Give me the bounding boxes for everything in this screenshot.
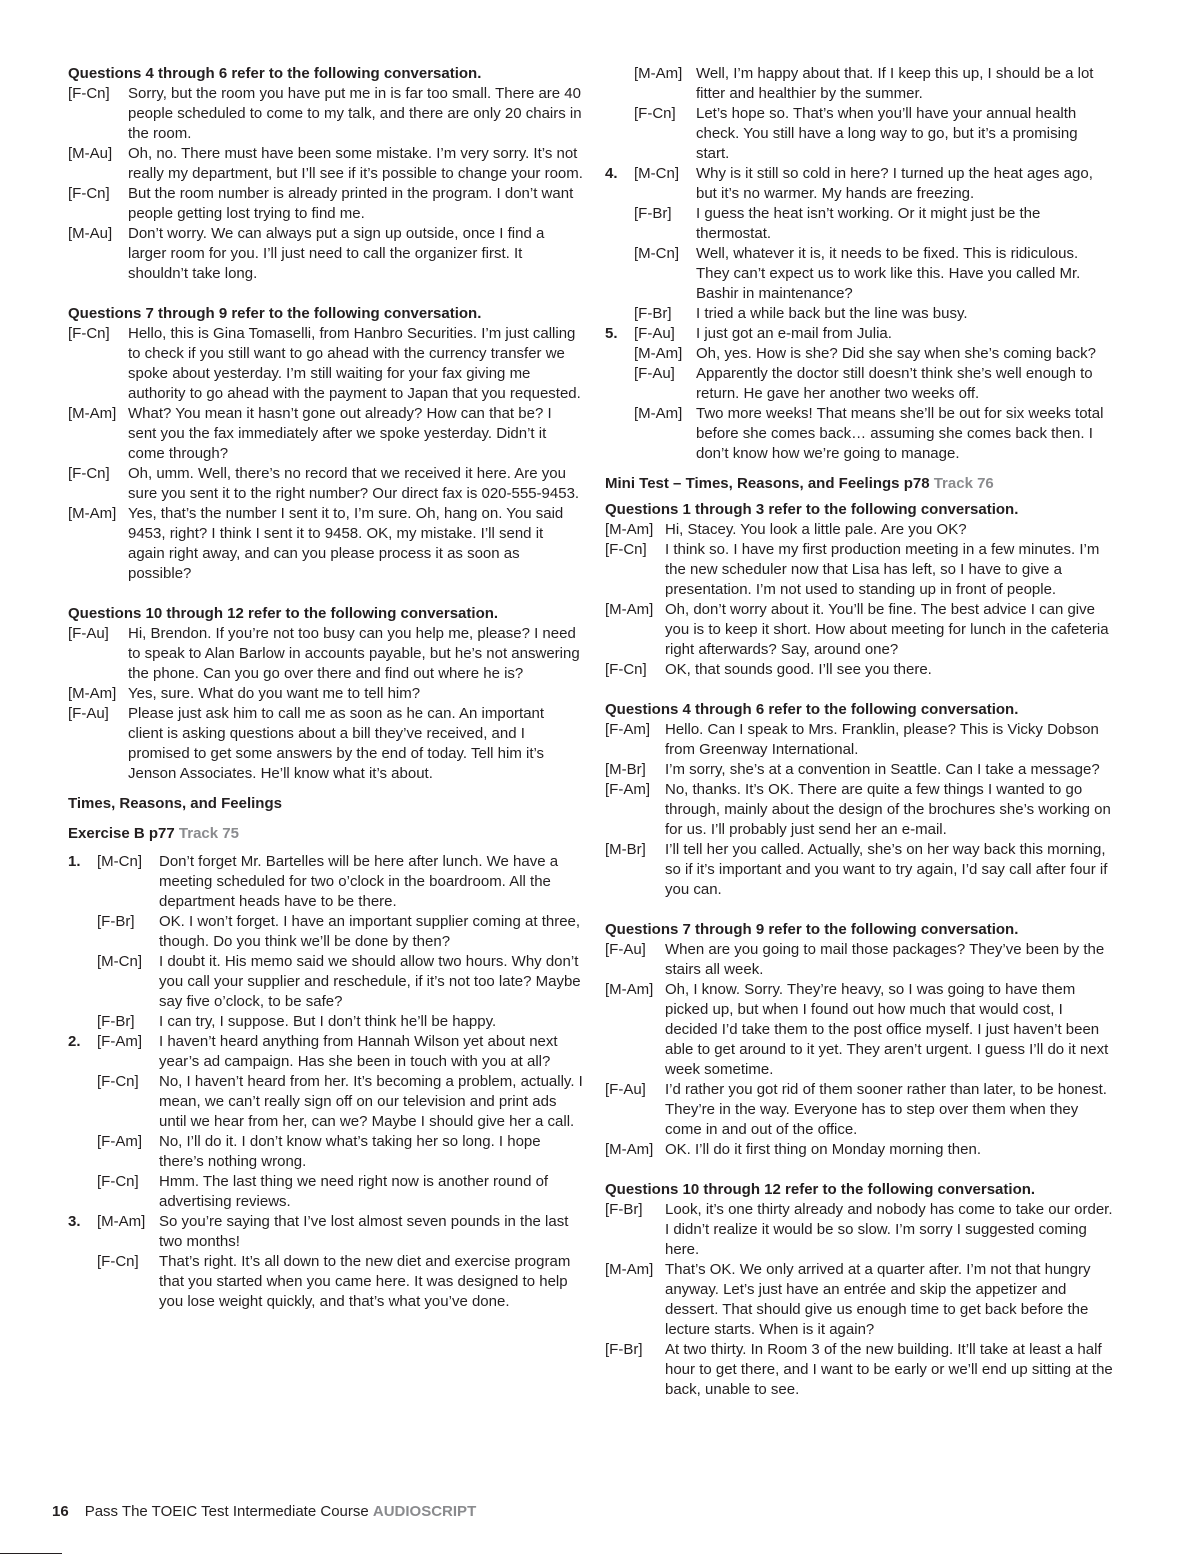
speaker-label: [M-Cn] bbox=[634, 245, 679, 262]
dialogue-text: Apparently the doctor still doesn’t think she’s well enough to return. He gave her another two weeks off. bbox=[696, 365, 1093, 402]
dialogue-line bbox=[68, 504, 583, 584]
dialogue-text: I think so. I have my first production meeting in a few minutes. I’m the new scheduler now that Lisa has left, so I have to give a presentation. I’m not used to standing up in front of people. bbox=[665, 541, 1100, 598]
dialogue-line bbox=[605, 244, 1115, 304]
numbered-item bbox=[68, 1032, 583, 1212]
dialogue-line bbox=[68, 1212, 583, 1252]
conversation-block bbox=[605, 700, 1115, 900]
dialogue-text: Oh, no. There must have been some mistake. I’m very sorry. It’s not really my department, but I’ll see if it’s possible to change your room. bbox=[128, 145, 583, 182]
track-label: Track 75 bbox=[178, 825, 239, 842]
conversation-block bbox=[605, 500, 1115, 680]
dialogue-text: I’m sorry, she’s at a convention in Seattle. Can I take a message? bbox=[665, 761, 1100, 778]
question-heading: Questions 7 through 9 refer to the following conversation. bbox=[68, 305, 482, 322]
dialogue-line bbox=[605, 64, 1115, 104]
dialogue-text: I’d rather you got rid of them sooner rather than later, to be honest. They’re in the way. Everyone has to step over them when they come in and out of the office. bbox=[665, 1081, 1107, 1138]
numbered-item bbox=[68, 852, 583, 1032]
speaker-label: [F-Cn] bbox=[68, 185, 110, 202]
dialogue-line bbox=[605, 980, 1115, 1080]
left-column bbox=[68, 64, 583, 1312]
question-heading: Questions 10 through 12 refer to the following conversation. bbox=[605, 1181, 1036, 1198]
dialogue-line bbox=[68, 1012, 583, 1032]
dialogue-line bbox=[605, 760, 1115, 780]
dialogue-text: Let’s hope so. That’s when you’ll have your annual health check. You still have a long way to go, but it’s a promising start. bbox=[696, 105, 1078, 162]
dialogue-text: But the room number is already printed in the program. I don’t want people getting lost trying to find me. bbox=[128, 185, 574, 222]
speaker-label: [M-Am] bbox=[605, 521, 654, 538]
dialogue-line bbox=[605, 364, 1115, 404]
speaker-label: [F-Cn] bbox=[97, 1073, 139, 1090]
dialogue-line bbox=[68, 684, 583, 704]
speaker-label: [F-Au] bbox=[634, 325, 675, 342]
dialogue-text: I can try, I suppose. But I don’t think he’ll be happy. bbox=[159, 1013, 497, 1030]
dialogue-line bbox=[68, 404, 583, 464]
speaker-label: [F-Au] bbox=[68, 705, 109, 722]
speaker-label: [F-Am] bbox=[605, 781, 650, 798]
speaker-label: [F-Cn] bbox=[97, 1173, 139, 1190]
speaker-label: [M-Am] bbox=[605, 1261, 654, 1278]
dialogue-line bbox=[605, 720, 1115, 760]
conversation-block bbox=[605, 920, 1115, 1160]
dialogue-line bbox=[68, 1252, 583, 1312]
book-title: Pass The TOEIC Test Intermediate Course bbox=[84, 1503, 369, 1520]
right-column bbox=[605, 64, 1115, 1420]
dialogue-text: Hello, this is Gina Tomaselli, from Hanbro Securities. I’m just calling to check if you still want to go ahead with the currency transfer we spoke about yesterday. I’m still waiting for your fax giving me authority to go ahead with the payment to Japan that you requested. bbox=[128, 325, 581, 402]
dialogue-text: Hi, Brendon. If you’re not too busy can you help me, please? I need to speak to Alan Barlow in accounts payable, but he’s not answering the phone. Can you go over there and find out where he is? bbox=[128, 625, 580, 682]
speaker-label: [F-Au] bbox=[605, 1081, 646, 1098]
dialogue-line bbox=[605, 540, 1115, 600]
dialogue-text: When are you going to mail those packages? They’ve been by the stairs all week. bbox=[665, 941, 1105, 978]
speaker-label: [M-Am] bbox=[634, 405, 683, 422]
exercise-label: Exercise B p77 bbox=[68, 825, 175, 842]
page-number: 16 bbox=[52, 1503, 69, 1520]
dialogue-text: No, I haven’t heard from her. It’s becoming a problem, actually. I mean, we can’t really sign off on our television and print ads until we hear from her, can we? Maybe I should give her a call. bbox=[159, 1073, 583, 1130]
question-heading: Questions 7 through 9 refer to the following conversation. bbox=[605, 921, 1019, 938]
question-heading: Questions 10 through 12 refer to the following conversation. bbox=[68, 605, 499, 622]
speaker-label: [M-Am] bbox=[634, 65, 683, 82]
speaker-label: [M-Am] bbox=[605, 1141, 654, 1158]
numbered-item bbox=[605, 324, 1115, 464]
item-number: 4. bbox=[605, 165, 618, 182]
dialogue-line bbox=[68, 1032, 583, 1072]
dialogue-text: I haven’t heard anything from Hannah Wilson yet about next year’s ad campaign. Has she been in touch with you at all? bbox=[159, 1033, 558, 1070]
dialogue-text: Well, whatever it is, it needs to be fixed. This is ridiculous. They can’t expect us to work like this. Have you called Mr. Bashir in maintenance? bbox=[696, 245, 1081, 302]
speaker-label: [F-Cn] bbox=[605, 661, 647, 678]
dialogue-line bbox=[605, 204, 1115, 244]
speaker-label: [F-Cn] bbox=[68, 465, 110, 482]
speaker-label: [M-Am] bbox=[68, 405, 117, 422]
dialogue-text: OK, that sounds good. I’ll see you there. bbox=[665, 661, 932, 678]
dialogue-line bbox=[605, 940, 1115, 980]
dialogue-line bbox=[605, 164, 1115, 204]
speaker-label: [F-Au] bbox=[605, 941, 646, 958]
dialogue-line bbox=[605, 1080, 1115, 1140]
crop-line bbox=[0, 1553, 62, 1554]
dialogue-text: I doubt it. His memo said we should allow two hours. Why don’t you call your supplier and reschedule, if it’s not too late? Maybe say five o’clock, to be safe? bbox=[159, 953, 581, 1010]
conversation-block bbox=[68, 304, 583, 584]
section-title: Times, Reasons, and Feelings bbox=[68, 795, 282, 812]
numbered-item bbox=[68, 1212, 583, 1312]
speaker-label: [F-Cn] bbox=[68, 325, 110, 342]
dialogue-text: No, I’ll do it. I don’t know what’s taking her so long. I hope there’s nothing wrong. bbox=[159, 1133, 541, 1170]
dialogue-line bbox=[68, 464, 583, 504]
mini-test-title bbox=[605, 474, 1115, 494]
speaker-label: [F-Cn] bbox=[605, 541, 647, 558]
right-conversations bbox=[605, 500, 1115, 1400]
dialogue-text: So you’re saying that I’ve lost almost seven pounds in the last two months! bbox=[159, 1213, 569, 1250]
dialogue-line bbox=[68, 144, 583, 184]
dialogue-text: Look, it’s one thirty already and nobody has come to take our order. I didn’t realize it would be so slow. I’m sorry I suggested coming here. bbox=[665, 1201, 1113, 1258]
dialogue-line bbox=[605, 1260, 1115, 1340]
speaker-label: [F-Am] bbox=[97, 1033, 142, 1050]
speaker-label: [F-Cn] bbox=[97, 1253, 139, 1270]
speaker-label: [F-Br] bbox=[605, 1201, 643, 1218]
audioscript-label: AUDIOSCRIPT bbox=[372, 1503, 477, 1520]
speaker-label: [M-Am] bbox=[97, 1213, 146, 1230]
exercise-title bbox=[68, 824, 583, 844]
dialogue-line bbox=[68, 624, 583, 684]
speaker-label: [F-Br] bbox=[634, 305, 672, 322]
dialogue-text: Don’t forget Mr. Bartelles will be here after lunch. We have a meeting scheduled for two o’clock in the boardroom. All the department heads have to be there. bbox=[159, 853, 559, 910]
dialogue-text: I just got an e-mail from Julia. bbox=[696, 325, 892, 342]
dialogue-line bbox=[605, 1340, 1115, 1400]
dialogue-text: Hi, Stacey. You look a little pale. Are you OK? bbox=[665, 521, 967, 538]
dialogue-line bbox=[68, 952, 583, 1012]
dialogue-text: Hello. Can I speak to Mrs. Franklin, please? This is Vicky Dobson from Greenway International. bbox=[665, 721, 1099, 758]
dialogue-text: Oh, umm. Well, there’s no record that we received it here. Are you sure you sent it to the right number? Our direct fax is 020-555-9453. bbox=[128, 465, 580, 502]
dialogue-text: Well, I’m happy about that. If I keep this up, I should be a lot fitter and healthier by the summer. bbox=[696, 65, 1094, 102]
speaker-label: [M-Cn] bbox=[97, 853, 142, 870]
dialogue-text: What? You mean it hasn’t gone out already? How can that be? I sent you the fax immediately after we spoke yesterday. Didn’t it come through? bbox=[128, 405, 552, 462]
dialogue-text: I’ll tell her you called. Actually, she’s on her way back this morning, so if it’s important and you want to try again, I’d say call after four if you can. bbox=[665, 841, 1108, 898]
speaker-label: [F-Br] bbox=[97, 913, 135, 930]
dialogue-line bbox=[605, 1140, 1115, 1160]
speaker-label: [M-Br] bbox=[605, 841, 646, 858]
speaker-label: [F-Am] bbox=[97, 1133, 142, 1150]
dialogue-text: Don’t worry. We can always put a sign up outside, once I find a larger room for you. I’ll just need to call the organizer first. It shouldn’t take long. bbox=[128, 225, 545, 282]
dialogue-text: OK. I’ll do it first thing on Monday morning then. bbox=[665, 1141, 981, 1158]
item-number: 1. bbox=[68, 853, 81, 870]
speaker-label: [F-Br] bbox=[634, 205, 672, 222]
dialogue-line bbox=[605, 780, 1115, 840]
dialogue-line bbox=[605, 304, 1115, 324]
item-number: 5. bbox=[605, 325, 618, 342]
mini-test-label: Mini Test – Times, Reasons, and Feelings p78 bbox=[605, 475, 930, 492]
track-label: Track 76 bbox=[933, 475, 994, 492]
speaker-label: [F-Br] bbox=[605, 1341, 643, 1358]
dialogue-line bbox=[68, 324, 583, 404]
dialogue-text: Two more weeks! That means she’ll be out for six weeks total before she comes back… assuming she comes back then. I don’t know how we’re going to manage. bbox=[696, 405, 1104, 462]
dialogue-line bbox=[605, 324, 1115, 344]
dialogue-text: That’s OK. We only arrived at a quarter after. I’m not that hungry anyway. Let’s just have an entrée and skip the appetizer and dessert. That should give us enough time to get back before the lecture starts. When is it again? bbox=[665, 1261, 1091, 1338]
dialogue-line bbox=[68, 84, 583, 144]
dialogue-line bbox=[68, 1132, 583, 1172]
item-number: 3. bbox=[68, 1213, 81, 1230]
dialogue-line bbox=[605, 660, 1115, 680]
dialogue-line bbox=[68, 224, 583, 284]
dialogue-line bbox=[605, 520, 1115, 540]
speaker-label: [F-Au] bbox=[634, 365, 675, 382]
speaker-label: [M-Am] bbox=[605, 601, 654, 618]
dialogue-line bbox=[68, 704, 583, 784]
dialogue-line bbox=[605, 600, 1115, 660]
speaker-label: [F-Cn] bbox=[634, 105, 676, 122]
speaker-label: [M-Au] bbox=[68, 145, 113, 162]
page-footer bbox=[52, 1502, 752, 1522]
speaker-label: [M-Am] bbox=[68, 685, 117, 702]
dialogue-line bbox=[605, 840, 1115, 900]
right-numbered-items bbox=[605, 64, 1115, 464]
dialogue-text: Yes, sure. What do you want me to tell him? bbox=[128, 685, 421, 702]
dialogue-text: Please just ask him to call me as soon as he can. An important client is asking questions about a bill they’ve received, and I promised to get some answers by the end of today. Tell him it’s Jenson Associates. He’ll know what it’s about. bbox=[128, 705, 545, 782]
speaker-label: [M-Am] bbox=[634, 345, 683, 362]
speaker-label: [M-Cn] bbox=[97, 953, 142, 970]
dialogue-text: Sorry, but the room you have put me in is far too small. There are 40 people scheduled to come to my talk, and there are only 20 chairs in the room. bbox=[128, 85, 582, 142]
dialogue-line bbox=[68, 912, 583, 952]
dialogue-text: No, thanks. It’s OK. There are quite a few things I wanted to go through, mainly about the design of the brochures she’s working on for us. I’ll probably just send her an e-mail. bbox=[665, 781, 1111, 838]
dialogue-text: I guess the heat isn’t working. Or it might just be the thermostat. bbox=[696, 205, 1041, 242]
left-numbered-items bbox=[68, 852, 583, 1312]
conversation-block bbox=[68, 64, 583, 284]
speaker-label: [F-Au] bbox=[68, 625, 109, 642]
dialogue-text: Why is it still so cold in here? I turned up the heat ages ago, but it’s no warmer. My hands are freezing. bbox=[696, 165, 1093, 202]
dialogue-text: Oh, yes. How is she? Did she say when she’s coming back? bbox=[696, 345, 1096, 362]
speaker-label: [F-Br] bbox=[97, 1013, 135, 1030]
dialogue-line bbox=[68, 184, 583, 224]
dialogue-line bbox=[68, 1172, 583, 1212]
item-number: 2. bbox=[68, 1033, 81, 1050]
question-heading: Questions 1 through 3 refer to the following conversation. bbox=[605, 501, 1019, 518]
dialogue-line bbox=[68, 1072, 583, 1132]
speaker-label: [M-Br] bbox=[605, 761, 646, 778]
speaker-label: [M-Cn] bbox=[634, 165, 679, 182]
dialogue-text: Hmm. The last thing we need right now is another round of advertising reviews. bbox=[159, 1173, 549, 1210]
speaker-label: [F-Cn] bbox=[68, 85, 110, 102]
speaker-label: [M-Am] bbox=[605, 981, 654, 998]
left-conversations bbox=[68, 64, 583, 784]
dialogue-line bbox=[68, 852, 583, 912]
continuation-item bbox=[605, 64, 1115, 164]
dialogue-line bbox=[605, 104, 1115, 164]
speaker-label: [M-Am] bbox=[68, 505, 117, 522]
dialogue-text: Oh, don’t worry about it. You’ll be fine. The best advice I can give you is to keep it short. How about meeting for lunch in the cafeteria right afterwards? Say, around one? bbox=[665, 601, 1109, 658]
dialogue-text: I tried a while back but the line was busy. bbox=[696, 305, 968, 322]
dialogue-text: That’s right. It’s all down to the new diet and exercise program that you started when you came here. It was designed to help you lose weight quickly, and that’s what you’ve done. bbox=[159, 1253, 571, 1310]
numbered-item bbox=[605, 164, 1115, 324]
dialogue-text: At two thirty. In Room 3 of the new building. It’ll take at least a half hour to get there, and I want to be early or we’ll end up sitting at the back, unable to see. bbox=[665, 1341, 1113, 1398]
conversation-block bbox=[68, 604, 583, 784]
dialogue-text: Oh, I know. Sorry. They’re heavy, so I was going to have them picked up, but when I found out how much that would cost, I decided I’d take them to the post office myself. I just haven’t been able to get around to it yet. They aren’t urgent. I guess I’ll do it next week sometime. bbox=[665, 981, 1109, 1078]
speaker-label: [F-Am] bbox=[605, 721, 650, 738]
speaker-label: [M-Au] bbox=[68, 225, 113, 242]
dialogue-line bbox=[605, 404, 1115, 464]
conversation-block bbox=[605, 1180, 1115, 1400]
question-heading: Questions 4 through 6 refer to the following conversation. bbox=[605, 701, 1019, 718]
dialogue-text: Yes, that’s the number I sent it to, I’m sure. Oh, hang on. You said 9453, right? I think I sent it to 9458. OK, my mistake. I’ll send it again right away, and can you please process it as soon as possible? bbox=[128, 505, 564, 582]
dialogue-line bbox=[605, 344, 1115, 364]
dialogue-text: OK. I won’t forget. I have an important supplier coming at three, though. Do you think we’ll be done by then? bbox=[159, 913, 581, 950]
dialogue-line bbox=[605, 1200, 1115, 1260]
question-heading: Questions 4 through 6 refer to the following conversation. bbox=[68, 65, 482, 82]
